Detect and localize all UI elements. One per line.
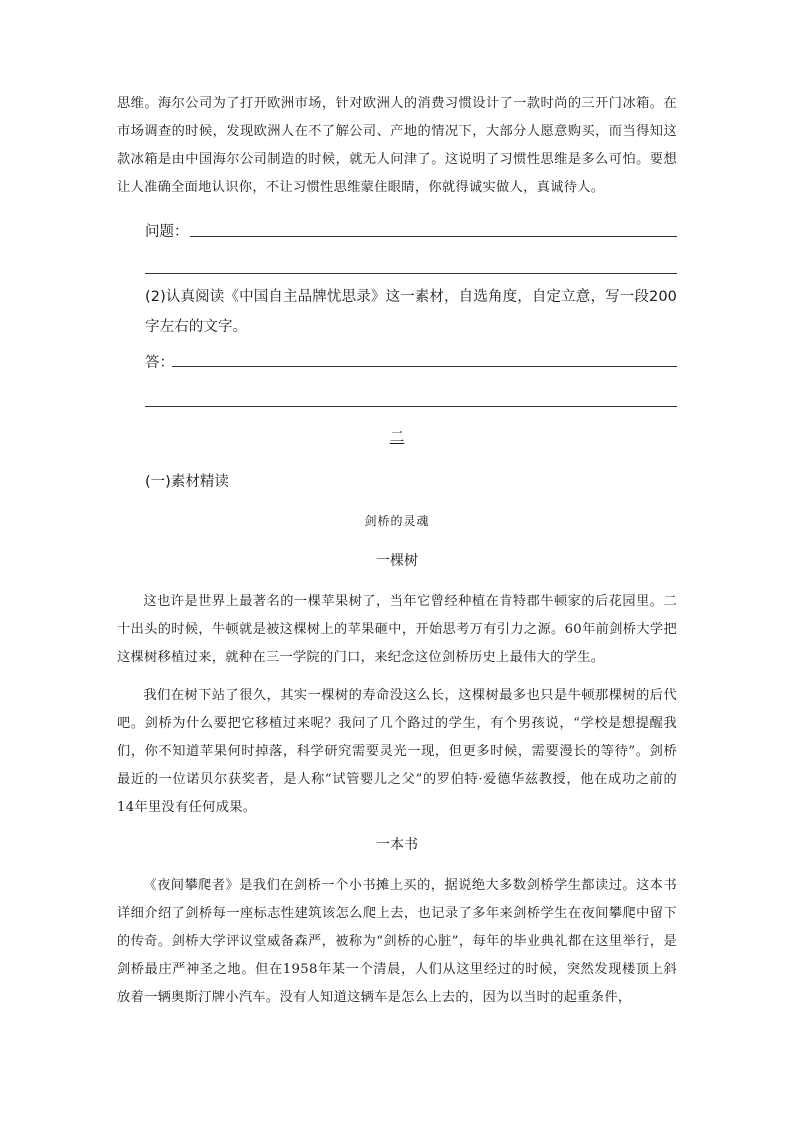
question-answer-line[interactable] — [190, 236, 677, 237]
heading-one-book: 一本书 — [376, 837, 418, 853]
paragraph-haier: 思维。海尔公司为了打开欧洲市场，针对欧洲人的消费习惯设计了一款时尚的三开门冰箱。在市场调查的时候，发现欧洲人在不了解公司、产地的情况下，大部分人愿意购买，而当得知这款冰箱是由中国海尔公司制造的时候，就无人问津了。这说明了习惯性思维是多么可怕。要想让人准确全面地认识你，不让习惯性思维蒙住眼睛，你就得诚实做人，真诚待人。 — [117, 96, 677, 195]
heading-one-tree: 一棵树 — [376, 553, 418, 569]
paragraph-tree-1: 这也许是世界上最著名的一棵苹果树了，当年它曾经种植在肯特郡牛顿家的后花园里。二十出头的时候，牛顿就是被这棵树上的苹果砸中，开始思考万有引力之源。60年前剑桥大学把这棵树移植过来，就种在三一学院的门口，来纪念这位剑桥历史上最伟大的学生。 — [117, 594, 677, 665]
answer-line-2[interactable] — [145, 406, 677, 407]
section-number: 二 — [389, 430, 405, 446]
paragraph-tree-2: 我们在树下站了很久，其实一棵树的寿命没这么长，这棵树最多也只是牛顿那棵树的后代吧。剑桥为什么要把它移植过来呢？我问了几个路过的学生，有个男孩说，“学校是想提醒我们，你不知道苹果何时掉落，科学研究需要灵光一现，但更多时候，需要漫长的等待”。剑桥最近的一位诺贝尔获奖者，是人称“试管婴儿之父”的罗伯特·爱德华兹教授，他在成功之前的14年里没有任何成果。 — [117, 688, 677, 815]
answer-line[interactable] — [172, 366, 677, 367]
question-label: 问题： — [145, 224, 189, 240]
question-answer-line-2[interactable] — [145, 273, 677, 274]
task-2-prompt: (2)认真阅读《中国自主品牌忧思录》这一素材，自选角度，自定立意，写一段200字左右的文字。 — [145, 289, 677, 335]
answer-label: 答： — [145, 355, 174, 371]
article-title: 剑桥的灵魂 — [364, 514, 430, 528]
subsection-heading: (一)素材精读 — [145, 474, 229, 490]
paragraph-book-1: 《夜间攀爬者》是我们在剑桥一个小书摊上买的，据说绝大多数剑桥学生都读过。这本书详细介绍了剑桥每一座标志性建筑该怎么爬上去，也记录了多年来剑桥学生在夜间攀爬中留下的传奇。剑桥大学评议堂威备森严，被称为“剑桥的心脏”，每年的毕业典礼都在这里举行，是剑桥最庄严神圣之地。但在1958年某一个清晨，人们从这里经过的时候，突然发现楼顶上斜放着一辆奥斯汀牌小汽车。没有人知道这辆车是怎么上去的，因为以当时的起重条件， — [117, 878, 677, 1005]
